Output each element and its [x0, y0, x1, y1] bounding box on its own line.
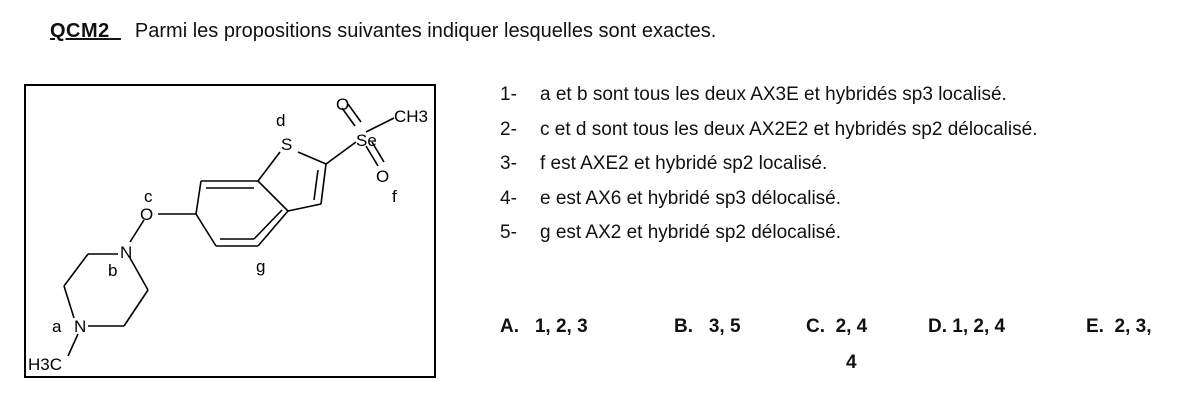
question-header — [50, 20, 716, 43]
atom-CH3-top: CH3 — [394, 107, 429, 126]
answer-option-c[interactable] — [806, 316, 867, 338]
label-g: g — [256, 257, 266, 276]
answer-e-continuation: 4 — [846, 352, 857, 373]
proposition-item — [500, 78, 1037, 113]
answer-option-b[interactable] — [674, 316, 741, 338]
header-underline-gap — [110, 20, 124, 43]
label-a: a — [52, 317, 62, 336]
molecule-atom-labels — [28, 95, 428, 374]
answer-label: C. — [806, 316, 825, 337]
proposition-item — [500, 147, 1037, 182]
proposition-number: 5- — [500, 222, 517, 243]
answer-value: 1, 2, 3 — [534, 316, 588, 337]
label-b: b — [108, 261, 118, 280]
proposition-text: e est AX6 et hybridé sp3 délocalisé. — [540, 187, 842, 209]
atom-O-top: O — [336, 95, 350, 114]
proposition-number: 2- — [500, 118, 517, 140]
atom-H3C: H3C — [28, 355, 63, 374]
proposition-item — [500, 113, 1037, 148]
answer-value: 3, 5 — [708, 316, 741, 337]
label-f: f — [392, 187, 397, 206]
atom-Se: Se — [356, 131, 377, 150]
answer-label: A. — [500, 316, 519, 337]
proposition-number: 3- — [500, 153, 517, 174]
answer-value: 2, 4 — [835, 316, 868, 337]
answer-option-e[interactable] — [1086, 316, 1152, 338]
answer-label: D. — [928, 316, 947, 337]
molecule-structure-figure — [24, 84, 436, 378]
atom-N-a: N — [74, 317, 87, 336]
question-instruction: Parmi les propositions suivantes indiquer lesquelles sont exactes. — [134, 20, 717, 42]
answer-label: E. — [1086, 316, 1104, 337]
proposition-number: 4- — [500, 187, 517, 209]
question-code: QCM2 — [50, 20, 110, 42]
propositions-list — [500, 78, 1037, 251]
atom-S-ring: S — [281, 135, 293, 154]
proposition-number: 1- — [500, 84, 517, 105]
proposition-text: f est AXE2 et hybridé sp2 localisé. — [540, 153, 828, 174]
answer-option-d[interactable] — [928, 316, 1005, 338]
atom-O-c: O — [140, 205, 154, 224]
proposition-text: c et d sont tous les deux AX2E2 et hybridés sp2 délocalisé. — [540, 118, 1038, 140]
answer-label: B. — [674, 316, 693, 337]
atom-O-f: O — [376, 167, 390, 186]
label-c: c — [144, 187, 153, 206]
answer-option-a[interactable] — [500, 316, 588, 338]
atom-N-b: N — [120, 243, 133, 262]
proposition-item — [500, 182, 1037, 217]
answer-value: 2, 3, — [1114, 316, 1152, 337]
molecule-bonds — [64, 104, 394, 356]
molecule-structure-svg — [26, 86, 434, 376]
answer-value: 1, 2, 4 — [952, 316, 1006, 337]
proposition-item — [500, 216, 1037, 251]
proposition-text: g est AX2 et hybridé sp2 délocalisé. — [540, 222, 842, 243]
proposition-text: a et b sont tous les deux AX3E et hybridés sp3 localisé. — [540, 84, 1007, 105]
label-d: d — [276, 111, 286, 130]
